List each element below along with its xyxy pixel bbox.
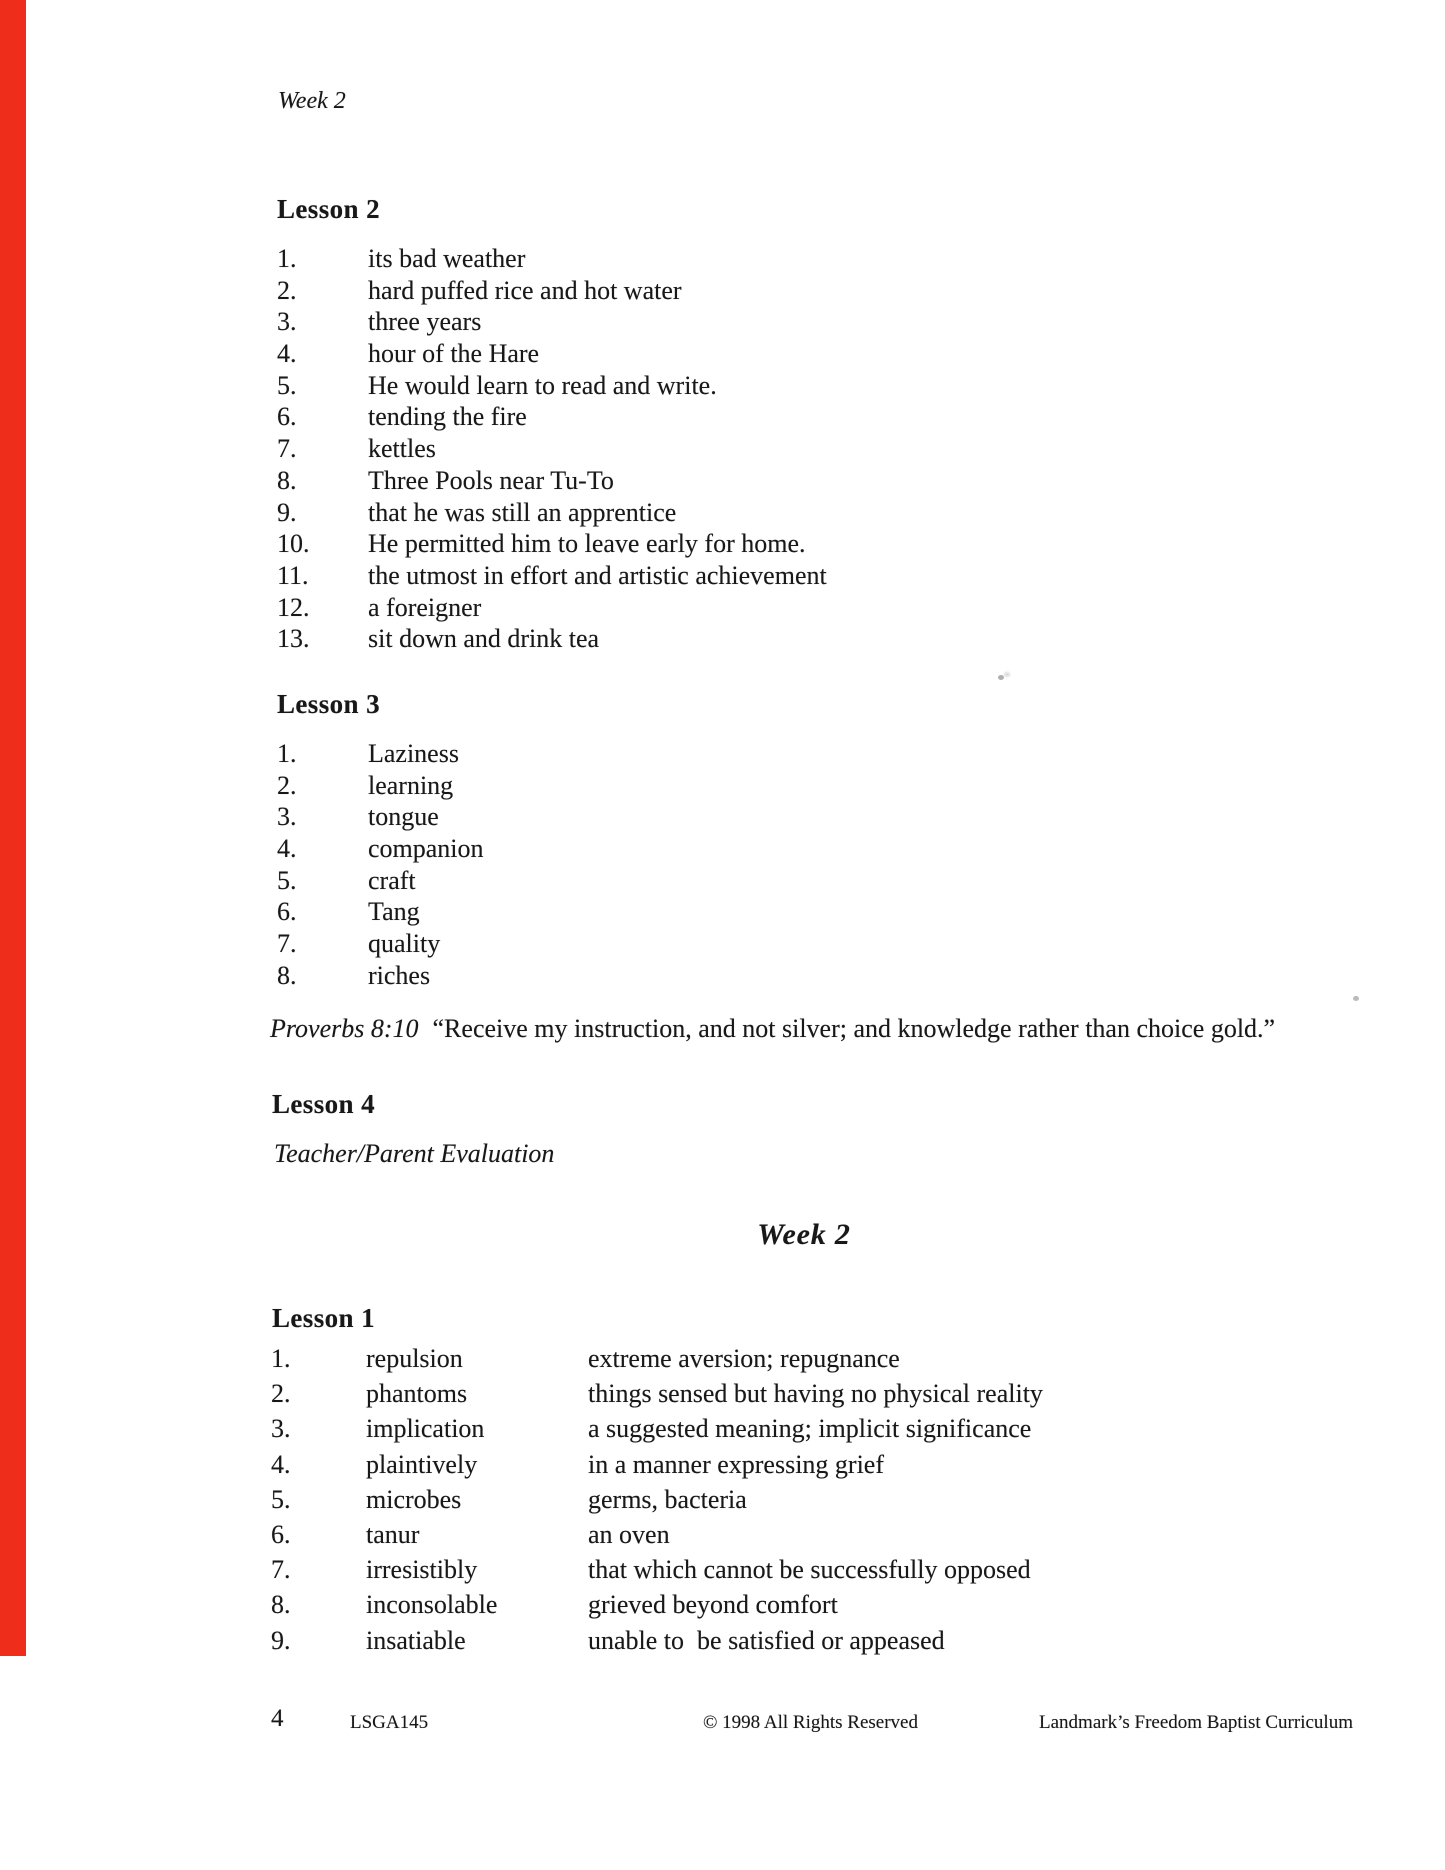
item-text: that he was still an apprentice — [368, 497, 677, 527]
item-text: hour of the Hare — [368, 339, 540, 369]
item-number: 4. — [271, 1449, 291, 1479]
item-number: 9. — [271, 1625, 291, 1655]
item-number: 4. — [277, 339, 297, 369]
scripture-quote: “Receive my instruction, and not silver; and knowledge rather than choice gold.” — [432, 1014, 1276, 1043]
item-text: Laziness — [368, 739, 459, 768]
item-number: 9. — [277, 497, 297, 527]
vocabulary-word: repulsion — [366, 1344, 463, 1373]
week-2-section-heading: Week 2 — [757, 1218, 851, 1251]
list-item — [277, 833, 877, 865]
item-text: tending the fire — [368, 402, 527, 432]
list-item — [277, 865, 877, 897]
lesson-2-answer-list — [277, 243, 1177, 655]
list-item — [277, 338, 1177, 370]
list-item — [277, 960, 877, 992]
vocabulary-definition: a suggested meaning; implicit significance — [588, 1414, 1032, 1444]
vocabulary-row — [271, 1482, 1361, 1517]
item-text: a foreigner — [368, 592, 482, 622]
vocabulary-definition: an oven — [588, 1519, 670, 1549]
vocabulary-row — [271, 1411, 1361, 1446]
vocabulary-row — [271, 1341, 1361, 1376]
lesson-1-heading: Lesson 1 — [272, 1303, 375, 1333]
list-item — [277, 497, 1177, 529]
item-text: three years — [368, 307, 482, 337]
vocabulary-definition: things sensed but having no physical reality — [588, 1379, 1043, 1409]
page-number: 4 — [271, 1705, 284, 1732]
scripture-reference: Proverbs 8:10 — [270, 1014, 419, 1043]
item-number: 5. — [277, 370, 297, 400]
list-item — [277, 465, 1177, 497]
item-number: 6. — [277, 402, 297, 432]
list-item — [277, 928, 877, 960]
scan-artifact-speck — [998, 675, 1004, 680]
item-text: the utmost in effort and artistic achievement — [368, 560, 827, 590]
list-item — [277, 528, 1177, 560]
item-number: 3. — [271, 1414, 291, 1444]
item-number: 5. — [277, 865, 297, 895]
item-text: hard puffed rice and hot water — [368, 275, 682, 305]
item-text: Three Pools near Tu-To — [368, 465, 614, 495]
lesson-4-heading: Lesson 4 — [272, 1089, 375, 1119]
vocabulary-definition: grieved beyond comfort — [588, 1590, 838, 1620]
vocabulary-row — [271, 1552, 1361, 1587]
lesson-3-answer-list — [277, 738, 877, 992]
vocabulary-definition: that which cannot be successfully opposed — [588, 1555, 1031, 1585]
item-text: quality — [368, 929, 441, 959]
vocabulary-row — [271, 1623, 1361, 1658]
item-number: 7. — [277, 434, 297, 464]
item-number: 4. — [277, 834, 297, 864]
item-number: 8. — [277, 465, 297, 495]
vocabulary-definition: in a manner expressing grief — [588, 1449, 885, 1479]
item-number: 1. — [277, 739, 297, 768]
vocabulary-word: plaintively — [366, 1449, 478, 1479]
list-item — [277, 592, 1177, 624]
item-text: craft — [368, 865, 416, 895]
list-item — [277, 370, 1177, 402]
vocabulary-word: irresistibly — [366, 1555, 478, 1585]
item-number: 1. — [277, 244, 297, 273]
list-item — [277, 801, 877, 833]
vocabulary-word: tanur — [366, 1519, 420, 1549]
item-number: 8. — [271, 1590, 291, 1620]
item-number: 7. — [271, 1555, 291, 1585]
list-item — [277, 243, 1177, 275]
vocabulary-word: phantoms — [366, 1379, 468, 1409]
item-number: 5. — [271, 1484, 291, 1514]
item-number: 10. — [277, 529, 310, 559]
item-number: 1. — [271, 1344, 291, 1373]
vocabulary-row — [271, 1447, 1361, 1482]
item-text: kettles — [368, 434, 436, 464]
item-text: sit down and drink tea — [368, 624, 600, 654]
item-number: 2. — [271, 1379, 291, 1409]
scan-artifact-speck — [1353, 996, 1359, 1001]
item-text: tongue — [368, 802, 439, 832]
item-text: He would learn to read and write. — [368, 370, 717, 400]
lesson-1-vocabulary-list — [271, 1341, 1361, 1658]
copyright-notice: © 1998 All Rights Reserved — [703, 1712, 918, 1733]
publisher-name: Landmark’s Freedom Baptist Curriculum — [1039, 1712, 1353, 1733]
item-number: 6. — [277, 897, 297, 927]
vocabulary-row — [271, 1587, 1361, 1622]
teacher-parent-evaluation-note: Teacher/Parent Evaluation — [274, 1139, 555, 1168]
item-text: riches — [368, 960, 431, 990]
item-number: 11. — [277, 560, 309, 590]
curriculum-code: LSGA145 — [350, 1712, 429, 1733]
vocabulary-word: microbes — [366, 1484, 462, 1514]
item-number: 7. — [277, 929, 297, 959]
list-item — [277, 738, 877, 770]
item-number: 12. — [277, 592, 310, 622]
item-text: He permitted him to leave early for home. — [368, 529, 806, 559]
list-item — [277, 623, 1177, 655]
item-text: learning — [368, 770, 454, 800]
item-number: 8. — [277, 960, 297, 990]
scripture-line — [270, 1014, 1390, 1044]
list-item — [277, 896, 877, 928]
vocabulary-definition: extreme aversion; repugnance — [588, 1344, 900, 1373]
vocabulary-word: inconsolable — [366, 1590, 498, 1620]
item-text: companion — [368, 834, 484, 864]
vocabulary-row — [271, 1517, 1361, 1552]
item-number: 2. — [277, 275, 297, 305]
item-number: 13. — [277, 624, 310, 654]
vocabulary-word: insatiable — [366, 1625, 466, 1655]
list-item — [277, 770, 877, 802]
item-text: its bad weather — [368, 244, 526, 273]
vocabulary-word: implication — [366, 1414, 485, 1444]
item-number: 6. — [271, 1519, 291, 1549]
vocabulary-definition: unable to be satisfied or appeased — [588, 1625, 945, 1655]
item-number: 3. — [277, 802, 297, 832]
lesson-3-heading: Lesson 3 — [277, 689, 380, 719]
red-page-edge-strip — [0, 0, 26, 1656]
list-item — [277, 306, 1177, 338]
item-number: 3. — [277, 307, 297, 337]
lesson-2-heading: Lesson 2 — [277, 194, 380, 224]
list-item — [277, 401, 1177, 433]
page-header-week-label: Week 2 — [278, 88, 346, 114]
page-footer — [0, 1703, 1445, 1743]
vocabulary-definition: germs, bacteria — [588, 1484, 747, 1514]
list-item — [277, 560, 1177, 592]
vocabulary-row — [271, 1376, 1361, 1411]
list-item — [277, 433, 1177, 465]
item-text: Tang — [368, 897, 420, 927]
item-number: 2. — [277, 770, 297, 800]
list-item — [277, 275, 1177, 307]
